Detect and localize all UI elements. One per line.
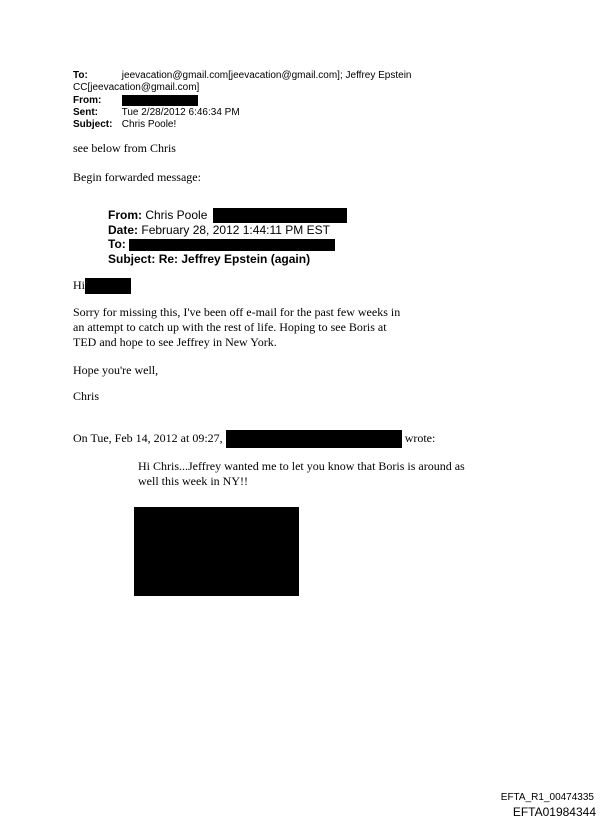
- to-label: To:: [73, 70, 88, 81]
- sent-value: Tue 2/28/2012 6:46:34 PM: [121, 106, 240, 118]
- redaction-block: [213, 208, 347, 223]
- from-row: [73, 95, 411, 107]
- subject-label: Subject:: [73, 119, 113, 131]
- forwarded-date-label: Date:: [108, 222, 139, 237]
- to-row: [73, 70, 411, 82]
- forwarded-header: [108, 208, 347, 266]
- body-paragraph: Sorry for missing this, I've been off e-mail for the past few weeks in an attempt to catch up with the rest of life. Hoping to see Boris at TED and hope to see Jeffrey in New York.: [73, 305, 401, 349]
- cc-value: CC[jeevacation@gmail.com]: [73, 82, 200, 94]
- subject-row: [73, 119, 411, 131]
- closing-line: Hope you're well,: [73, 363, 159, 377]
- intro-line: see below from Chris: [73, 141, 176, 155]
- redaction-block: [129, 239, 335, 251]
- greeting: Hi: [73, 278, 85, 292]
- sent-row: [73, 107, 411, 119]
- bates-number-1: EFTA_R1_00474335: [500, 792, 594, 803]
- forwarded-subject-row: [108, 252, 347, 267]
- redaction-block: [85, 278, 131, 294]
- forwarded-from-value: Chris Poole: [145, 208, 208, 222]
- signature-line: Chris: [73, 389, 100, 403]
- forwarded-from-row: [108, 208, 347, 223]
- bates-number-2: EFTA01984344: [512, 805, 596, 819]
- redaction-block: [134, 507, 299, 596]
- forwarded-to-row: [108, 237, 347, 252]
- forwarded-subject-value: Re: Jeffrey Epstein (again): [158, 251, 311, 266]
- sent-label: Sent:: [73, 106, 98, 118]
- email-header: [73, 70, 411, 131]
- cc-row: [73, 82, 411, 94]
- forwarded-date-value: February 28, 2012 1:44:11 PM EST: [141, 222, 330, 237]
- greeting-line: [73, 278, 131, 294]
- reply-suffix: wrote:: [404, 430, 436, 445]
- forwarded-from-label: From:: [108, 208, 142, 222]
- redaction-block: [122, 95, 198, 106]
- reply-prefix: On Tue, Feb 14, 2012 at 09:27,: [73, 430, 223, 445]
- begin-forwarded-line: Begin forwarded message:: [73, 170, 201, 184]
- redaction-block: [226, 430, 402, 448]
- forwarded-to-label: To:: [108, 237, 126, 251]
- forwarded-date-row: [108, 223, 347, 238]
- subject-value: Chris Poole!: [121, 119, 177, 131]
- to-value: jeevacation@gmail.com[jeevacation@gmail.com]; Jeffrey Epstein: [121, 70, 412, 81]
- from-label: From:: [73, 94, 102, 106]
- forwarded-subject-label: Subject:: [108, 251, 156, 266]
- reply-attribution: [73, 430, 435, 448]
- quoted-text: Hi Chris...Jeffrey wanted me to let you know that Boris is around as well this week in NY!!: [138, 459, 465, 488]
